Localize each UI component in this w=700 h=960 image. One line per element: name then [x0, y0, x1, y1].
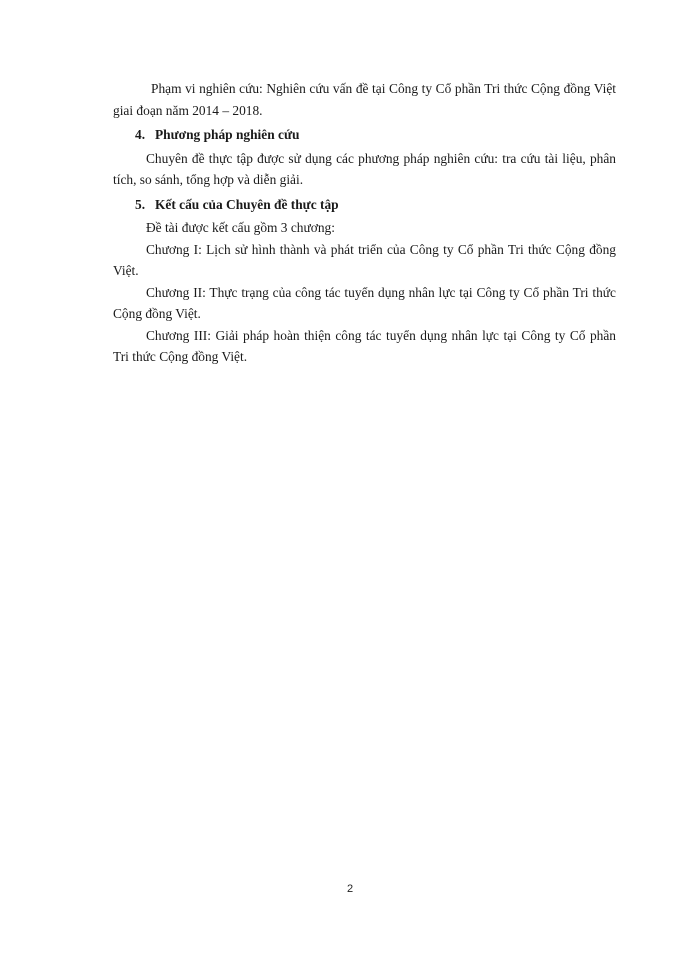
section-4-number: 4. [135, 127, 146, 142]
section-5-number: 5. [135, 196, 146, 212]
chapter-1-item: Chương I: Lịch sử hình thành và phát triển của Công ty Cổ phần Tri thức Cộng đồng Việt. [113, 241, 616, 278]
page-number: 2 [346, 883, 354, 895]
structure-intro: Đề tài được kết cấu gồm 3 chương: [146, 220, 335, 235]
chapter-3-item: Chương III: Giải pháp hoàn thiện công tác tuyển dụng nhân lực tại Công ty Cổ phần Tri thức Cộng đồng Việt. [113, 327, 616, 364]
scope-paragraph: Phạm vi nghiên cứu: Nghiên cứu vấn đề tại Công ty Cổ phần Tri thức Cộng đồng Việt giai đoạn năm 2014 – 2018. [113, 81, 616, 118]
section-4-title: Phương pháp nghiên cứu [155, 127, 300, 142]
methods-paragraph: Chuyên đề thực tập được sử dụng các phương pháp nghiên cứu: tra cứu tài liệu, phân tích, so sánh, tổng hợp và diễn giải. [113, 150, 616, 187]
section-4-heading [113, 124, 616, 146]
chapter-2-item: Chương II: Thực trạng của công tác tuyển dụng nhân lực tại Công ty Cổ phần Tri thức Cộng đồng Việt. [113, 284, 616, 321]
section-5-heading [113, 194, 616, 216]
section-5-title: Kết cấu của Chuyên đề thực tập [155, 196, 339, 212]
page-body [113, 78, 616, 368]
